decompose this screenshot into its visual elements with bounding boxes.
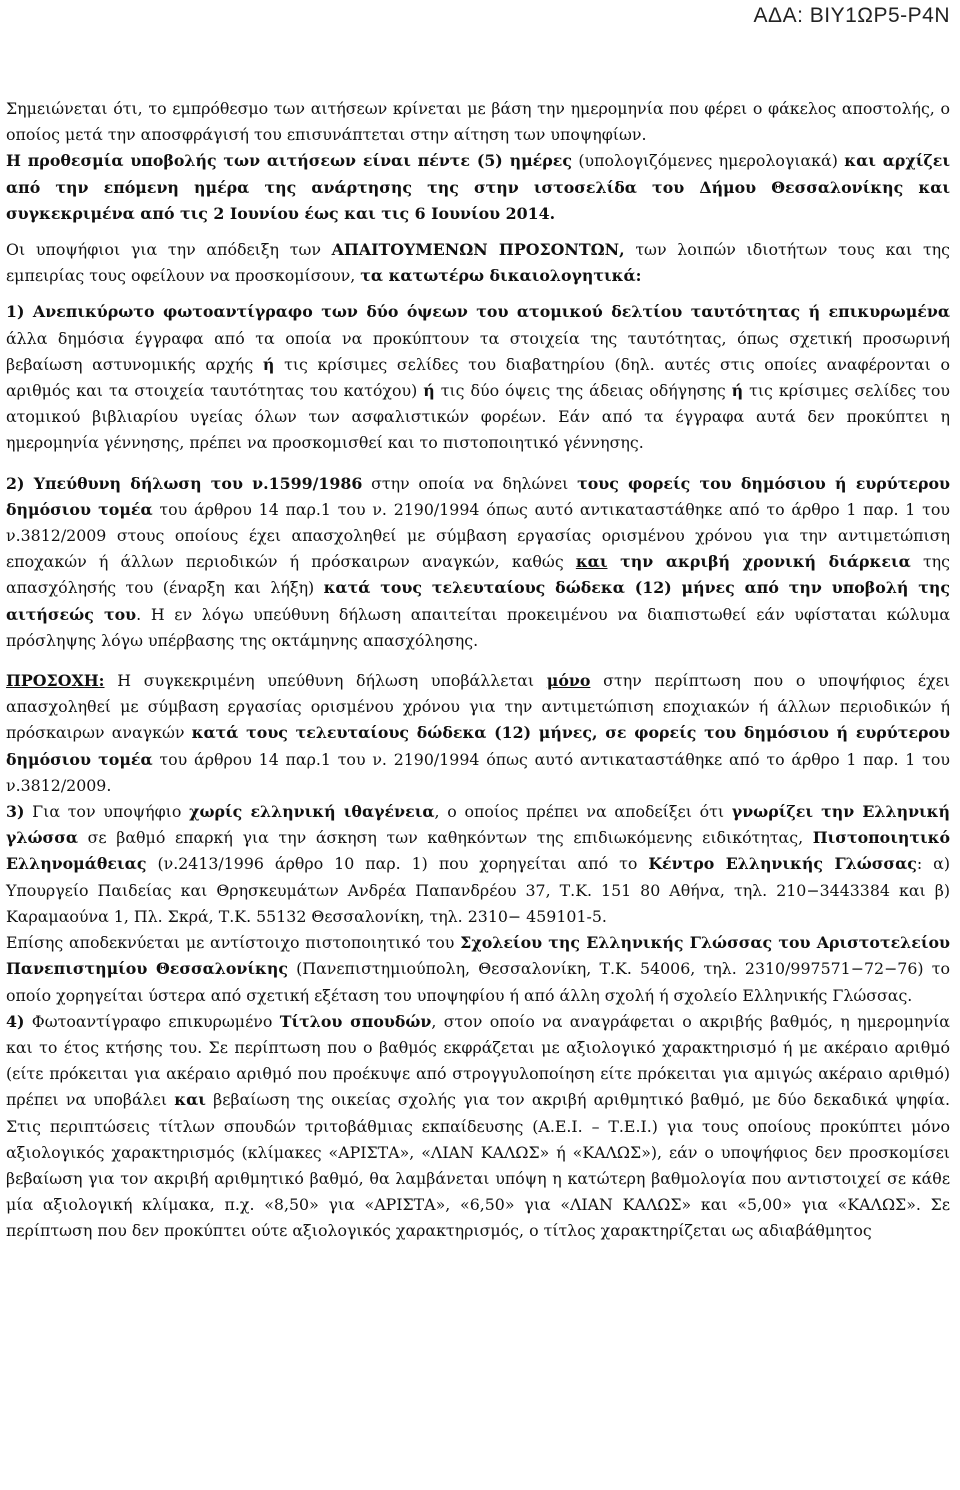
- text: των λοιπών ιδιοτήτων τους και της εμπειρίας τους οφείλουν να προσκομίσουν,: [6, 240, 950, 286]
- text: , στον οποίο να αναγράφεται ο ακριβής βαθμός, η ημερομηνία και το έτος κτήσης του. Σε περίπτωση που ο βαθμός εκφράζεται με αξιολογικό χαρακτηρισμό ή με ακέραιο αριθμό (είτε πρόκειται για ακέραιο αριθμό που προέκυψε από στρογγυλοποίηση είτε πρόκειται για αμιγώς ακέραιο αριθμό) πρέπει να υποβάλει: [6, 1011, 950, 1110]
- text: , ο οποίος πρέπει να αποδείξει ότι: [434, 802, 732, 822]
- text-bold: κατά τους τελευταίους δώδεκα (12) μήνες, σε φορείς του δημόσιου ή ευρύτερου δημόσιου τομέα: [6, 723, 951, 769]
- text: (ν.2413/1996 άρθρο 10 παρ. 1) που χορηγείται από το: [146, 854, 649, 874]
- text-bold: χωρίς ελληνική ιθαγένεια: [189, 802, 435, 822]
- text: στην οποία να δηλώνει: [362, 473, 578, 493]
- paragraph-attention: [6, 668, 950, 799]
- text: τις δύο όψεις της άδειας οδήγησης: [434, 381, 732, 401]
- text-bold: και: [174, 1090, 206, 1110]
- text-bold: Τίτλου σπουδών: [279, 1011, 432, 1031]
- text: του άρθρου 14 παρ.1 του ν. 2190/1994 όπως αυτό αντικαταστάθηκε από το άρθρο 1 παρ. 1 του ν.3812/2009.: [6, 749, 950, 795]
- text-bold: 4): [6, 1011, 25, 1031]
- text: Επίσης αποδεκνύεται με αντίστοιχο πιστοποιητικό του: [6, 933, 461, 953]
- text: Φωτοαντίγραφο επικυρωμένο: [24, 1011, 280, 1031]
- text-bold: 2) Υπεύθυνη δήλωση του ν.1599/1986: [6, 473, 363, 493]
- text: βεβαίωση της οικείας σχολής για τον ακριβή αριθμητικό βαθμό, με δύο δεκαδικά ψηφία. Στις περιπτώσεις τίτλων σπουδών τριτοβάθμιας εκπαίδευσης (Α.Ε.Ι. – Τ.Ε.Ι.) για τους οποίους προκύπτει μόνο αξιολογικός χαρακτηρισμός (κλίμακες «ΑΡΙΣΤΑ», «ΛΙΑΝ ΚΑΛΩΣ» ή «ΚΑΛΩΣ»), εάν ο υποψήφιος δεν προσκομίσει βεβαίωση για τον ακριβή αριθμητικό βαθμό, θα λαμβάνεται υπόψη η κατώτερη βαθμολογία που αντιστοιχεί σε κάθε μία αξιολογική κλίμακα, π.χ. «8,50» για «ΑΡΙΣΤΑ», «6,50» για «ΛΙΑΝ ΚΑΛΩΣ» και «5,00» για «ΚΑΛΩΣ». Σε περίπτωση που δεν προκύπτει ούτε αξιολογικός χαρακτηρισμός, ο τίτλος χαρακτηρίζεται ως αδιαβάθμητος: [6, 1090, 950, 1241]
- text-bold: τα κατωτέρω δικαιολογητικά:: [360, 266, 642, 286]
- text: τις κρίσιμες σελίδες του διαβατηρίου (δηλ. αυτές στις οποίες αναφέρονται ο αριθμός και τα στοιχεία ταυτότητας του κατόχου): [6, 354, 950, 401]
- text: (υπολογιζόμενες ημερολογιακά): [571, 151, 845, 171]
- text-bold-underlined: και: [575, 552, 608, 572]
- paragraph-submission-period: [6, 148, 950, 227]
- document-body: [0, 96, 950, 1245]
- text: Η συγκεκριμένη υπεύθυνη δήλωση υποβάλλεται: [104, 671, 547, 691]
- text-bold: και αρχίζει από την επόμενη ημέρα της ανάρτησης της στην ιστοσελίδα του Δήμου Θεσσαλονίκης και συγκεκριμένα από τις 2 Ιουνίου έως και τις 6 Ιουνίου 2014.: [6, 151, 950, 223]
- ada-code: ΑΔΑ: ΒΙΥ1ΩΡ5-Ρ4Ν: [753, 4, 950, 27]
- text: Για τον υποψήφιο: [24, 802, 190, 822]
- text-bold: Η προθεσμία υποβολής των αιτήσεων είναι πέντε (5) ημέρες: [6, 151, 572, 171]
- text: (Πανεπιστημιούπολη, Θεσσαλονίκη, Τ.Κ. 54006, τηλ. 2310/997571−72−76) το οποίο χορηγείται ύστερα από σχετική εξέταση του υποψηφίου ή από άλλη σχολή ή σχολείο Ελληνικής Γλώσσας.: [6, 959, 950, 1005]
- text-bold: ή: [262, 354, 275, 374]
- paragraph-item-4-degree: [6, 1009, 950, 1245]
- text: : α) Υπουργείο Παιδείας και Θρησκευμάτων Ανδρέα Παπανδρέου 37, Τ.Κ. 151 80 Αθήνα, τηλ. 210−3443384 και β) Καραμαούνα 1, Πλ. Σκρά, Τ.Κ. 55132 Θεσσαλονίκη, τηλ. 2310− 459101-5.: [6, 854, 950, 926]
- text-bold: 3): [6, 802, 25, 822]
- text: τις κρίσιμες σελίδες του ατομικού βιβλιαρίου υγείας όλων των ασφαλιστικών φορέων. Εάν από τα έγγραφα αυτά δεν προκύπτει η ημερομηνία γέννησης, πρέπει να προσκομισθεί και το πιστοποιητικό γέννησης.: [6, 381, 950, 453]
- text: στην περίπτωση που ο υποψήφιος έχει απασχοληθεί με σύμβαση εργασίας ορισμένου χρόνου για την αντιμετώπιση εποχιακών ή άλλων περιοδικών ή πρόσκαιρων αναγκών: [6, 671, 950, 743]
- paragraph-item-3-greek-language: [6, 799, 950, 930]
- text-bold: Σχολείου της Ελληνικής Γλώσσας του Αριστοτελείου Πανεπιστημίου Θεσσαλονίκης: [6, 933, 950, 979]
- text-bold-underlined: μόνο: [546, 671, 591, 691]
- text-bold: ΑΠΑΙΤΟΥΜΕΝΩΝ ΠΡΟΣΟΝΤΩΝ,: [331, 240, 625, 260]
- paragraph-item-2-declaration: [6, 471, 950, 654]
- text: της απασχόλησής του (έναρξη και λήξη): [6, 552, 950, 598]
- text-bold: 1) Ανεπικύρωτο φωτοαντίγραφο των δύο όψεων του ατομικού δελτίου ταυτότητας ή επικυρωμένα: [6, 302, 950, 322]
- text-bold: ή: [423, 381, 435, 401]
- text: του άρθρου 14 παρ.1 του ν. 2190/1994 όπως αυτό αντικαταστάθηκε από το άρθρο 1 παρ. 1 του ν.3812/2009 στους οποίους έχει απασχοληθεί με σύμβαση εργασίας ορισμένου χρόνου για την αντιμετώπιση εποχακών ή άλλων περιοδικών ή πρόσκαιρων αναγκών, καθώς: [6, 499, 950, 572]
- text-bold: τους φορείς του δημόσιου ή ευρύτερου δημόσιου τομέα: [6, 473, 950, 519]
- text: σε βαθμό επαρκή για την άσκηση των καθηκόντων της επιδιωκόμενης ειδικότητας,: [78, 828, 813, 848]
- paragraph-required-documents-intro: [6, 237, 950, 289]
- text-bold: την ακριβή χρονική διάρκεια: [607, 552, 911, 572]
- text-bold: ή: [731, 381, 744, 401]
- text: άλλα δημόσια έγγραφα από τα οποία να προκύπτουν τα στοιχεία της ταυτότητας, όπως σχετική προσωρινή βεβαίωση αστυνομικής αρχής: [6, 328, 950, 374]
- text-bold: γνωρίζει την Ελληνική γλώσσα: [6, 802, 951, 848]
- text: . Η εν λόγω υπεύθυνη δήλωση απαιτείται προκειμένου να διαπιστωθεί εάν υφίσταται κώλυμα πρόσληψης λόγω υπέρβασης της οκτάμηνης απασχόλησης.: [6, 604, 950, 650]
- attention-label: ΠΡΟΣΟΧΗ:: [6, 671, 105, 691]
- text: Οι υποψήφιοι για την απόδειξη των: [6, 240, 332, 260]
- paragraph-item-1-identity: [6, 299, 950, 456]
- text-bold: Πιστοποιητικό Ελληνομάθειας: [6, 828, 950, 874]
- text-bold: Κέντρο Ελληνικής Γλώσσας: [648, 854, 917, 874]
- paragraph-greek-school-certificate: [6, 930, 950, 1009]
- text-bold: κατά τους τελευταίους δώδεκα (12) μήνες από την υποβολή της αιτήσεώς του: [6, 578, 950, 624]
- paragraph-deadline-note: Σημειώνεται ότι, το εμπρόθεσμο των αιτήσεων κρίνεται με βάση την ημερομηνία που φέρει ο φάκελος αποστολής, ο οποίος μετά την αποσφράγισή του επισυνάπτεται στην αίτηση των υποψηφίων.: [6, 99, 950, 145]
